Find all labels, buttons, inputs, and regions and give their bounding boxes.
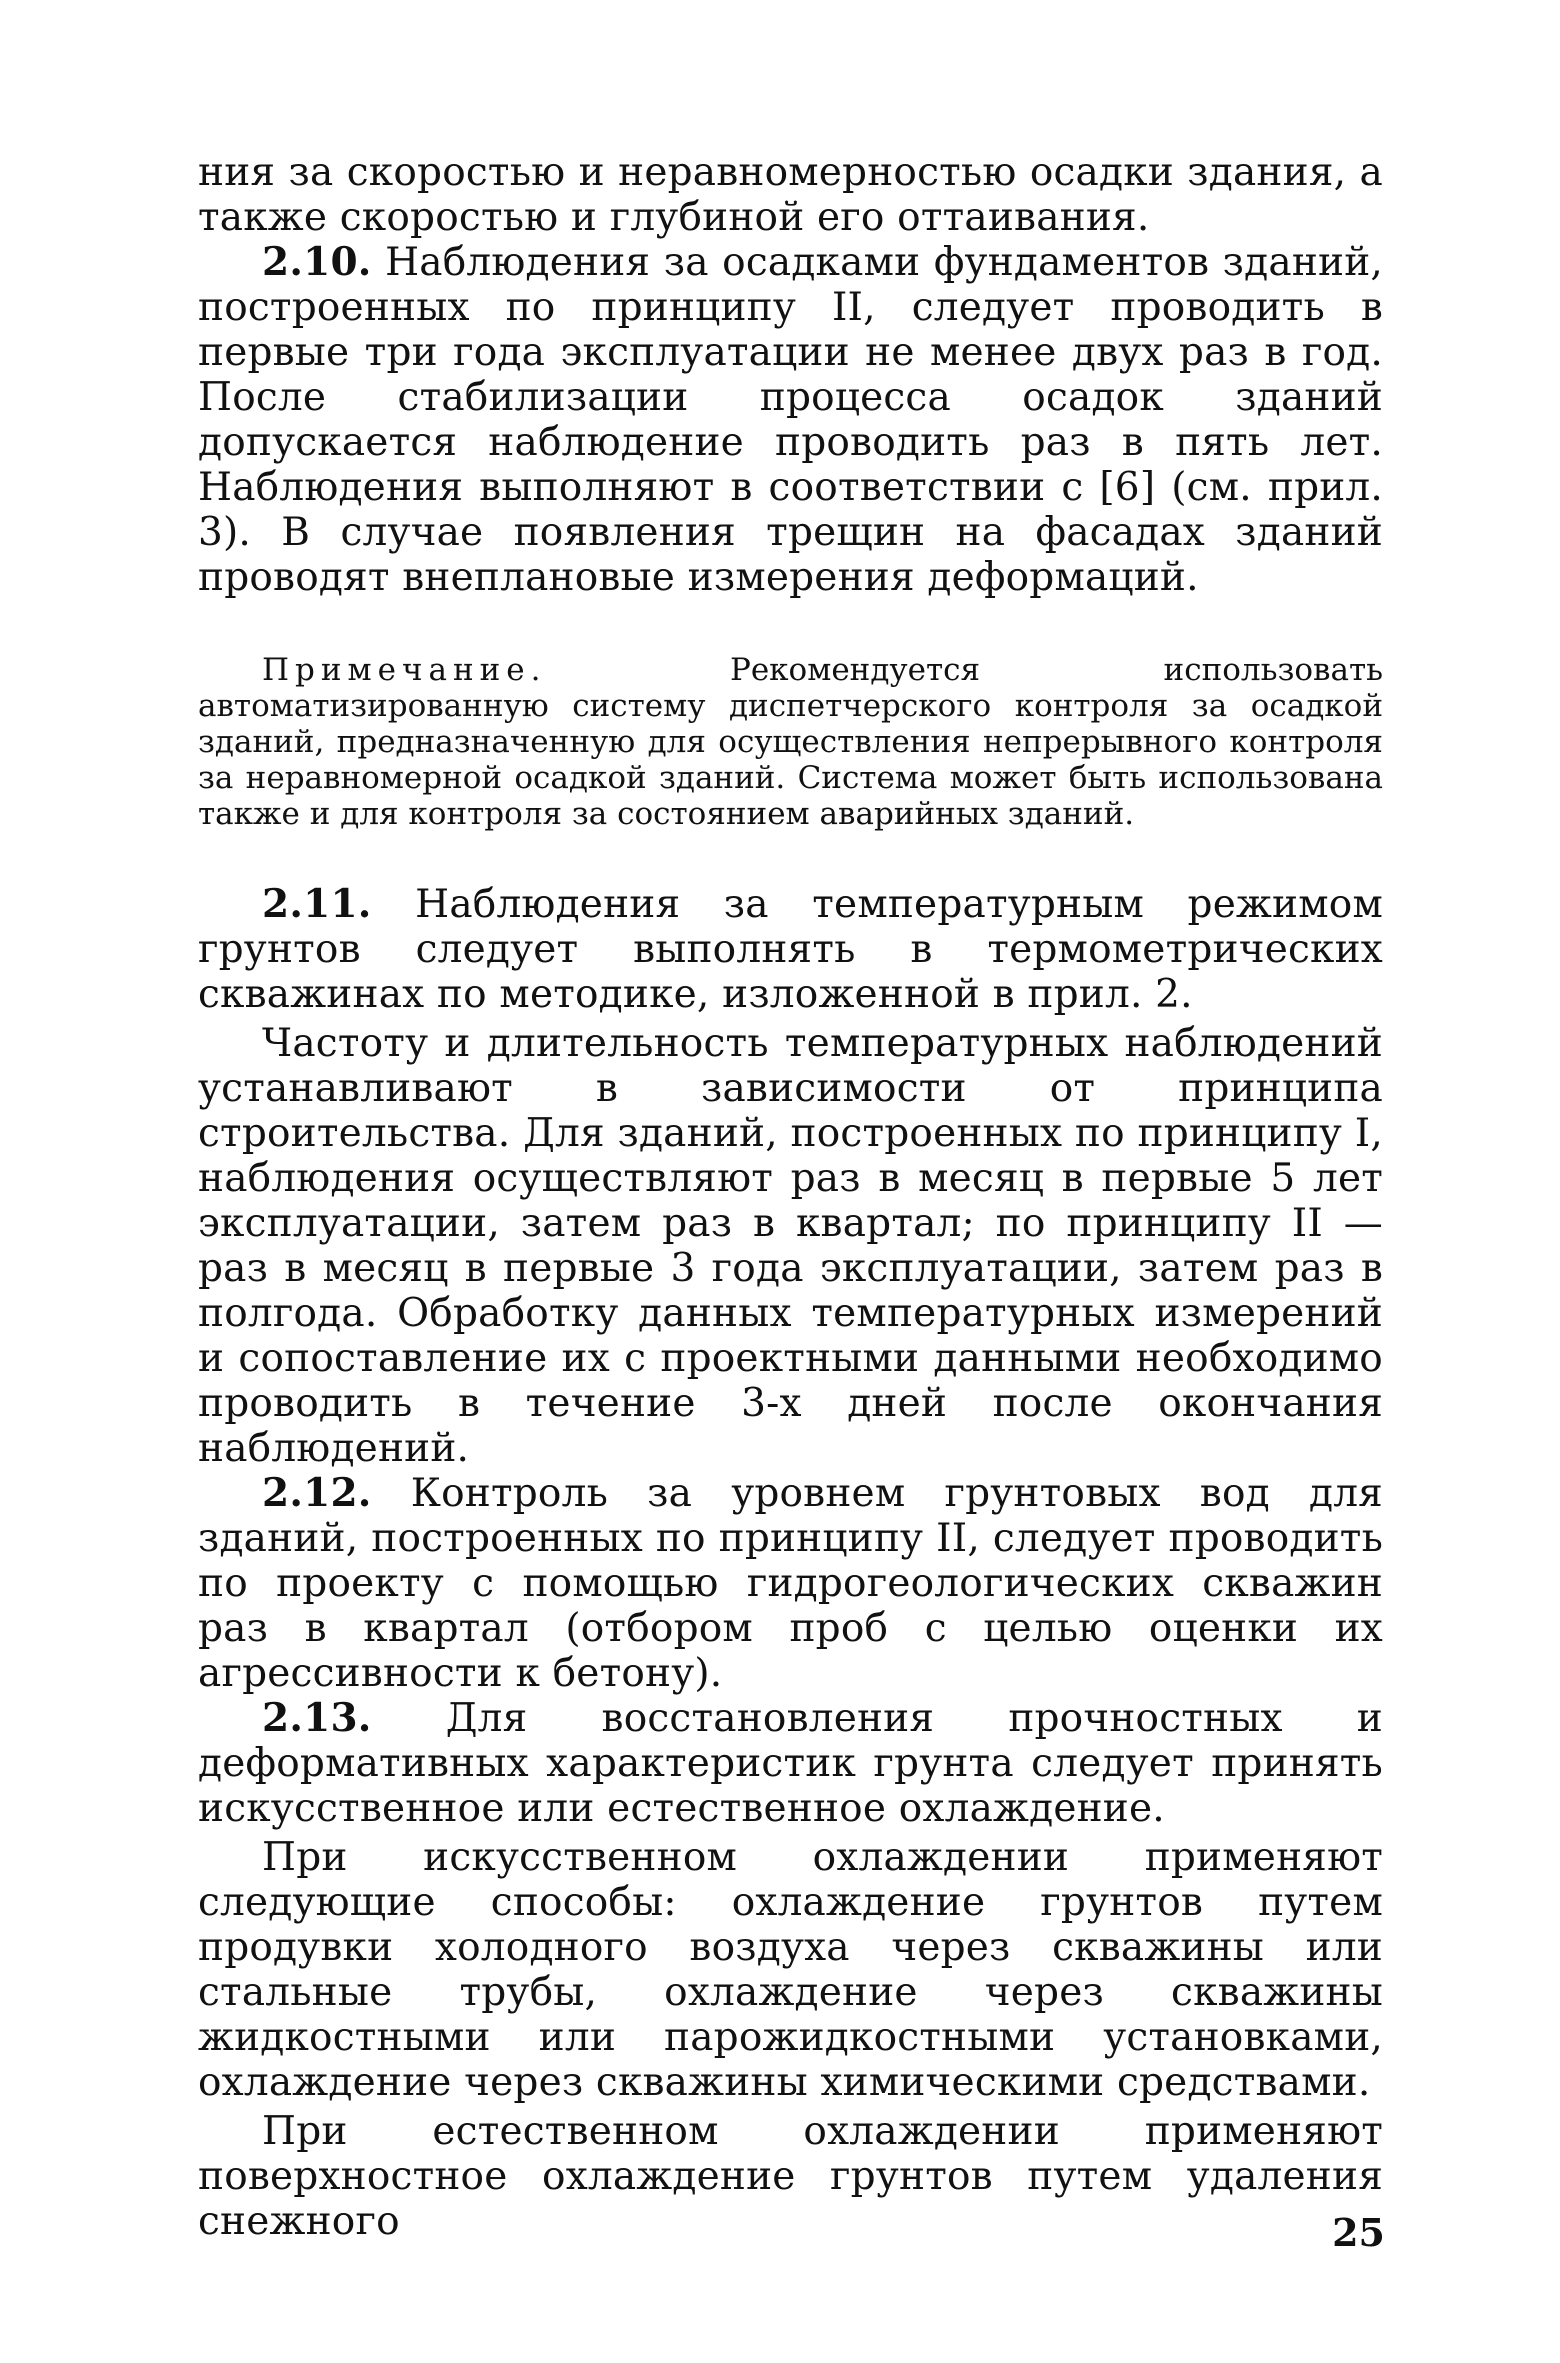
note-block: [198, 652, 1383, 832]
page-number: 25: [1332, 2210, 1385, 2255]
note-label: Примечание.: [262, 652, 547, 688]
paragraph-2-10: [198, 240, 1383, 600]
paragraph-text: Для восстановления прочностных и деформативных характеристик грунта следует принять искусственное или естественное охлаждение.: [198, 1696, 1383, 1831]
note-text: Рекомендуется использовать автоматизированную систему диспетчерского контроля за осадкой зданий, предназначенную для осуществления непрерывного контроля за неравномерной осадкой зданий. Система может быть использована также и для контроля за состоянием аварийных зданий.: [198, 652, 1383, 832]
paragraph-text: Частоту и длительность температурных наблюдений устанавливают в зависимости от принципа строительства. Для зданий, построенных по принципу I, наблюдения осуществляют раз в месяц в первые 5 лет эксплуатации, затем раз в квартал; по принципу II — раз в месяц в первые 3 года эксплуатации, затем раз в полгода. Обработку данных температурных измерений и сопоставление их с проектными данными необходимо проводить в течение 3-х дней после окончания наблюдений.: [198, 1021, 1383, 1471]
paragraph-2-11: [198, 882, 1383, 1017]
section-number: 2.11.: [262, 881, 372, 927]
paragraph-continuation: [198, 150, 1383, 240]
paragraph-text: При искусственном охлаждении применяют следующие способы: охлаждение грунтов путем продувки холодного воздуха через скважины или стальные трубы, охлаждение через скважины жидкостными или парожидкостными установками, охлаждение через скважины химическими средствами.: [198, 1835, 1383, 2105]
paragraph-frequency: [198, 1021, 1383, 1471]
paragraph-2-13: [198, 1696, 1383, 1831]
paragraph-text: ния за скоростью и неравномерностью осадки здания, а также скоростью и глубиной его оттаивания.: [198, 150, 1383, 240]
section-number: 2.12.: [262, 1470, 372, 1516]
section-number: 2.13.: [262, 1695, 372, 1741]
paragraph-text: При естественном охлаждении применяют поверхностное охлаждение грунтов путем удаления снежного: [198, 2109, 1383, 2244]
paragraph-text: Наблюдения за осадками фундаментов зданий, построенных по принципу II, следует проводить в первые три года эксплуатации не менее двух раз в год. После стабилизации процесса осадок зданий допускается наблюдение проводить раз в пять лет. Наблюдения выполняют в соответствии с [6] (см. прил. 3). В случае появления трещин на фасадах зданий проводят внеплановые измерения деформаций.: [198, 240, 1383, 600]
section-number: 2.10.: [262, 239, 372, 285]
paragraph-natural-cooling: [198, 2109, 1383, 2244]
paragraph-text: Контроль за уровнем грунтовых вод для зданий, построенных по принципу II, следует проводить по проекту с помощью гидрогеологических скважин раз в квартал (отбором проб с целью оценки их агрессивности к бетону).: [198, 1471, 1383, 1696]
page-body: [198, 150, 1383, 2244]
paragraph-artificial-cooling: [198, 1835, 1383, 2105]
paragraph-2-12: [198, 1471, 1383, 1696]
paragraph-text: Наблюдения за температурным режимом грунтов следует выполнять в термометрических скважинах по методике, изложенной в прил. 2.: [198, 882, 1383, 1017]
